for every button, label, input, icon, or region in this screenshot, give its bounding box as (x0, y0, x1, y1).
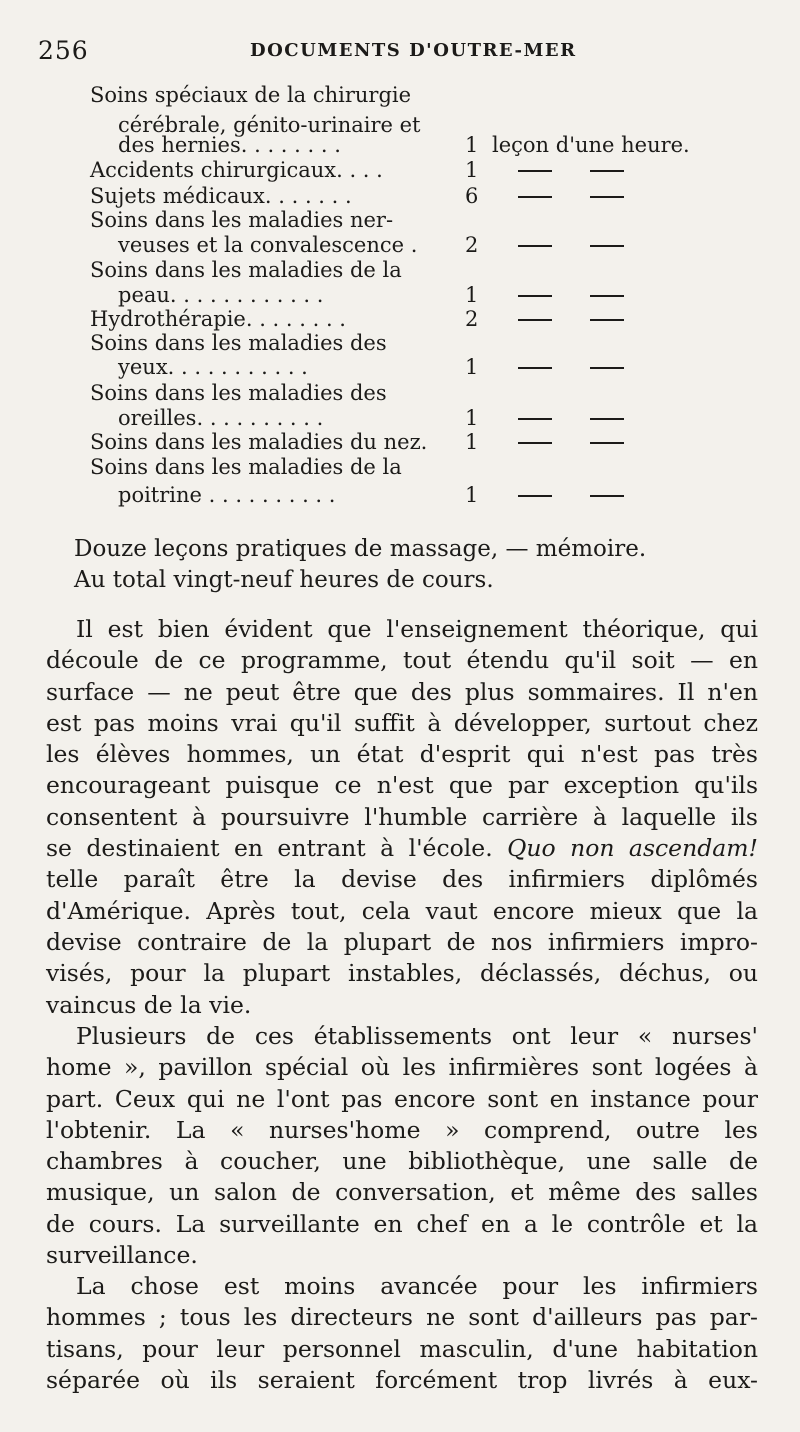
lesson-count: 2 (465, 233, 479, 257)
lesson-count: 1 (465, 133, 479, 157)
paragraph (46, 1271, 758, 1396)
running-title: DOCUMENTS D'OUTRE-MER (250, 40, 577, 61)
course-subject: Soins dans les maladies de la (90, 455, 402, 479)
course-subject: Soins dans les maladies du nez. (90, 430, 428, 454)
summary-line: Au total vingt-neuf heures de cours. (74, 567, 494, 593)
text-line: part. Ceux qui ne l'ont pas encore sont en instance pour (46, 1084, 758, 1113)
course-subject: Accidents chirurgicaux. . . . (90, 158, 383, 182)
text-line-start: se destinaient en entrant à l'école. (46, 834, 493, 863)
text-line: home », pavillon spécial où les infirmières sont logées à (46, 1053, 758, 1082)
text-line: tisans, pour leur personnel masculin, d'une habitation (46, 1334, 758, 1363)
course-subject: veuses et la convalescence . (118, 233, 418, 257)
course-subject: oreilles. . . . . . . . . . (118, 406, 324, 430)
lesson-count: 1 (465, 283, 479, 307)
paragraph (46, 1021, 758, 1271)
page-header (38, 36, 762, 70)
text-line: surveillance. (46, 1241, 198, 1270)
text-line: encourageant puisque ce n'est que par exception qu'ils (46, 771, 758, 800)
course-subject: Sujets médicaux. . . . . . . (90, 184, 352, 208)
text-line: vaincus de la vie. (46, 990, 252, 1019)
text-line: visés, pour la plupart instables, déclassés, déchus, ou (46, 959, 758, 988)
course-subject: yeux. . . . . . . . . . . (118, 355, 308, 379)
text-line (46, 833, 758, 864)
text-line: surface — ne peut être que des plus sommaires. Il n'en (46, 677, 758, 706)
course-subject: Soins dans les maladies des (90, 381, 387, 405)
text-line: d'Amérique. Après tout, cela vaut encore mieux que la (46, 896, 758, 925)
course-subject: Soins dans les maladies de la (90, 258, 402, 282)
text-line: est pas moins vrai qu'il suffit à développer, surtout chez (46, 708, 758, 737)
text-line: Plusieurs de ces établissements ont leur « nurses' (76, 1022, 758, 1050)
course-subject: poitrine . . . . . . . . . . (118, 483, 336, 507)
text-line: l'obtenir. La « nurses'home » comprend, outre les (46, 1115, 758, 1144)
text-line: Il est bien évident que l'enseignement théorique, qui (76, 615, 758, 643)
course-subject: cérébrale, génito-urinaire et (118, 113, 421, 137)
text-line: La chose est moins avancée pour les infirmiers (76, 1272, 758, 1300)
text-line: telle paraît être la devise des infirmiers diplômés (46, 865, 758, 894)
table-row (90, 480, 720, 510)
course-subject: Soins dans les maladies des (90, 331, 387, 355)
lesson-count: 6 (465, 184, 479, 208)
text-line: musique, un salon de conversation, et même des salles (46, 1178, 758, 1207)
course-subject: Soins spéciaux de la chirurgie (90, 83, 412, 107)
lesson-count: 1 (465, 406, 479, 430)
lesson-unit: leçon d'une heure. (492, 133, 690, 157)
lesson-count: 1 (465, 355, 479, 379)
lesson-count: 1 (465, 483, 479, 507)
course-subject: peau. . . . . . . . . . . . (118, 283, 324, 307)
text-line: séparée où ils seraient forcément trop livrés à eux- (46, 1365, 758, 1394)
paragraph (46, 614, 758, 1021)
text-line: consentent à poursuivre l'humble carrière à laquelle ils (46, 802, 758, 831)
summary-line: Douze leçons pratiques de massage, — mémoire. (74, 536, 647, 562)
course-subject: Soins dans les maladies ner- (90, 208, 394, 232)
lesson-count: 2 (465, 307, 479, 331)
text-line: les élèves hommes, un état d'esprit qui n'est pas très (46, 740, 758, 769)
text-line: chambres à coucher, une bibliothèque, une salle de (46, 1147, 758, 1176)
lesson-count: 1 (465, 430, 479, 454)
latin-motto: Quo non ascendam! (507, 834, 758, 863)
course-subject: Hydrothérapie. . . . . . . . (90, 307, 346, 331)
page-number: 256 (38, 36, 89, 65)
text-line: découle de ce programme, tout étendu qu'il soit — en (46, 646, 758, 675)
course-subject: des hernies. . . . . . . . (118, 133, 341, 157)
lesson-count: 1 (465, 158, 479, 182)
text-line: devise contraire de la plupart de nos infirmiers impro- (46, 927, 758, 956)
text-line: de cours. La surveillante en chef en a le contrôle et la (46, 1209, 758, 1238)
text-line: hommes ; tous les directeurs ne sont d'ailleurs pas par- (46, 1303, 758, 1332)
